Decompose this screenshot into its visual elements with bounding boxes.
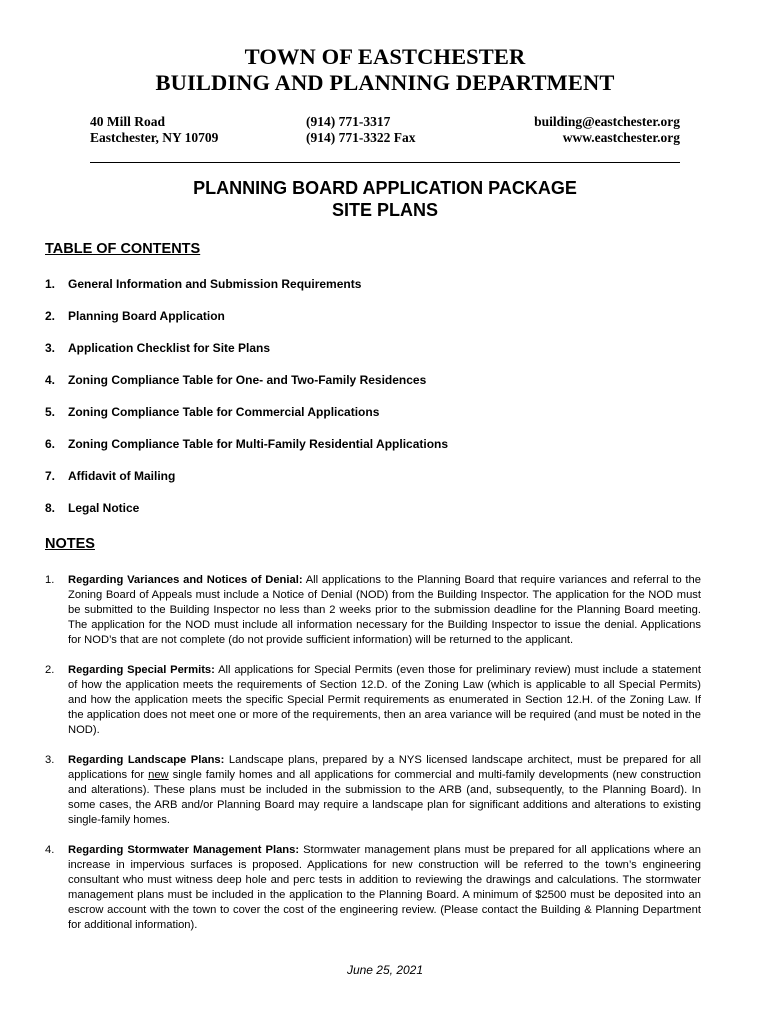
toc-item-number: 2. xyxy=(45,309,56,323)
toc-item-label: General Information and Submission Requirements xyxy=(68,277,362,291)
table-of-contents xyxy=(45,277,725,533)
note-underlined-word: new xyxy=(148,769,169,781)
phone-number: (914) 771-3317 xyxy=(306,114,391,129)
note-number: 1. xyxy=(45,574,55,586)
toc-item-label: Zoning Compliance Table for Commercial Applications xyxy=(68,405,380,419)
toc-item xyxy=(45,277,725,309)
toc-item-number: 3. xyxy=(45,341,56,355)
note-item xyxy=(45,663,701,738)
note-item xyxy=(45,573,701,648)
toc-item-number: 5. xyxy=(45,405,56,419)
toc-item-label: Affidavit of Mailing xyxy=(68,469,176,483)
note-number: 4. xyxy=(45,844,55,856)
toc-item xyxy=(45,373,725,405)
notes-heading: NOTES xyxy=(45,536,95,552)
toc-item-label: Planning Board Application xyxy=(68,309,225,323)
toc-item-label: Zoning Compliance Table for Multi-Family Residential Applications xyxy=(68,437,449,451)
note-item xyxy=(45,753,701,828)
note-text-after: single family homes and all applications for commercial and multi-family developments (new construction and alterations). These plans must be included in the submission to the ARB (and, subsequently, to the Planning Board). In some cases, the ARB and/or Planning Board may require a landscape plan for significant additions and alterations to existing single-family homes. xyxy=(68,769,701,826)
toc-item-label: Legal Notice xyxy=(68,501,140,515)
toc-item-number: 4. xyxy=(45,373,56,387)
document-title xyxy=(45,177,725,221)
note-text-before: Landscape plans, prepared by a NYS licensed landscape architect, must be prepared for all applications for xyxy=(68,754,702,781)
toc-item-number: 7. xyxy=(45,469,56,483)
phone-block xyxy=(306,114,415,146)
notes-list xyxy=(45,573,701,948)
note-title: Regarding Special Permits: xyxy=(68,664,215,676)
address-line-1: 40 Mill Road xyxy=(90,114,166,129)
address-block xyxy=(90,114,218,146)
online-contact-block xyxy=(534,114,680,146)
note-title: Regarding Variances and Notices of Denial: xyxy=(68,574,303,586)
header-divider xyxy=(90,162,680,163)
toc-item xyxy=(45,405,725,437)
website-address: www.eastchester.org xyxy=(562,130,680,145)
toc-heading: TABLE OF CONTENTS xyxy=(45,241,201,257)
note-title: Regarding Stormwater Management Plans: xyxy=(68,844,300,856)
note-text: Stormwater management plans must be prepared for all applications where an increase in impervious surfaces is proposed. Applications for new construction will be referred to the town’s engineering consultant who must witness deep hole and perc tests in addition to reviewing the drawings and calculations. The stormwater management plans must be included in the application to the Planning Board. A minimum of $2500 must be deposited into an escrow account with the town to cover the cost of the engineering review. (Please contact the Building & Planning Department for additional information). xyxy=(68,844,701,931)
toc-item-number: 6. xyxy=(45,437,56,451)
address-line-2: Eastchester, NY 10709 xyxy=(90,130,219,145)
toc-item-label: Zoning Compliance Table for One- and Two-Family Residences xyxy=(68,373,427,387)
toc-item xyxy=(45,341,725,373)
note-number: 3. xyxy=(45,754,55,766)
note-text: All applications to the Planning Board that require variances and referral to the Zoning Board of Appeals must include a Notice of Denial (NOD) from the Building Inspector. The application for the NOD must be submitted to the Building Inspector no less than 2 weeks prior to the submission deadline for the Planning Board meeting. The application for the NOD must include all information necessary for the Building Inspector to issue the denial. Applications for NOD’s that are not complete (do not provide sufficient information) will be returned to the applicant. xyxy=(68,574,701,646)
note-number: 2. xyxy=(45,664,55,676)
title-line-2: SITE PLANS xyxy=(331,200,438,220)
toc-item xyxy=(45,469,725,501)
toc-item-number: 1. xyxy=(45,277,56,291)
note-title: Regarding Landscape Plans: xyxy=(68,754,225,766)
toc-item xyxy=(45,501,725,533)
toc-item xyxy=(45,309,725,341)
toc-item xyxy=(45,437,725,469)
title-line-1: PLANNING BOARD APPLICATION PACKAGE xyxy=(193,178,577,198)
town-name: TOWN OF EASTCHESTER xyxy=(244,44,526,69)
footer-date: June 25, 2021 xyxy=(346,963,424,977)
toc-item-label: Application Checklist for Site Plans xyxy=(68,341,271,355)
email-address: building@eastchester.org xyxy=(534,114,680,129)
department-name: BUILDING AND PLANNING DEPARTMENT xyxy=(155,70,615,95)
note-text: All applications for Special Permits (even those for preliminary review) must include a statement of how the application meets the requirements of Section 12.D. of the Zoning Law (which is applicable to all Special Permits) and how the application meets the specific Special Permit requirements as enumerated in Section 12.H. of the Zoning Law. If the application does not meet one or more of the requirements, then an area variance will be required (and must be noted in the NOD). xyxy=(68,664,701,736)
toc-item-number: 8. xyxy=(45,501,56,515)
fax-number: (914) 771-3322 Fax xyxy=(306,130,416,145)
department-header xyxy=(90,44,680,96)
note-item xyxy=(45,843,701,933)
